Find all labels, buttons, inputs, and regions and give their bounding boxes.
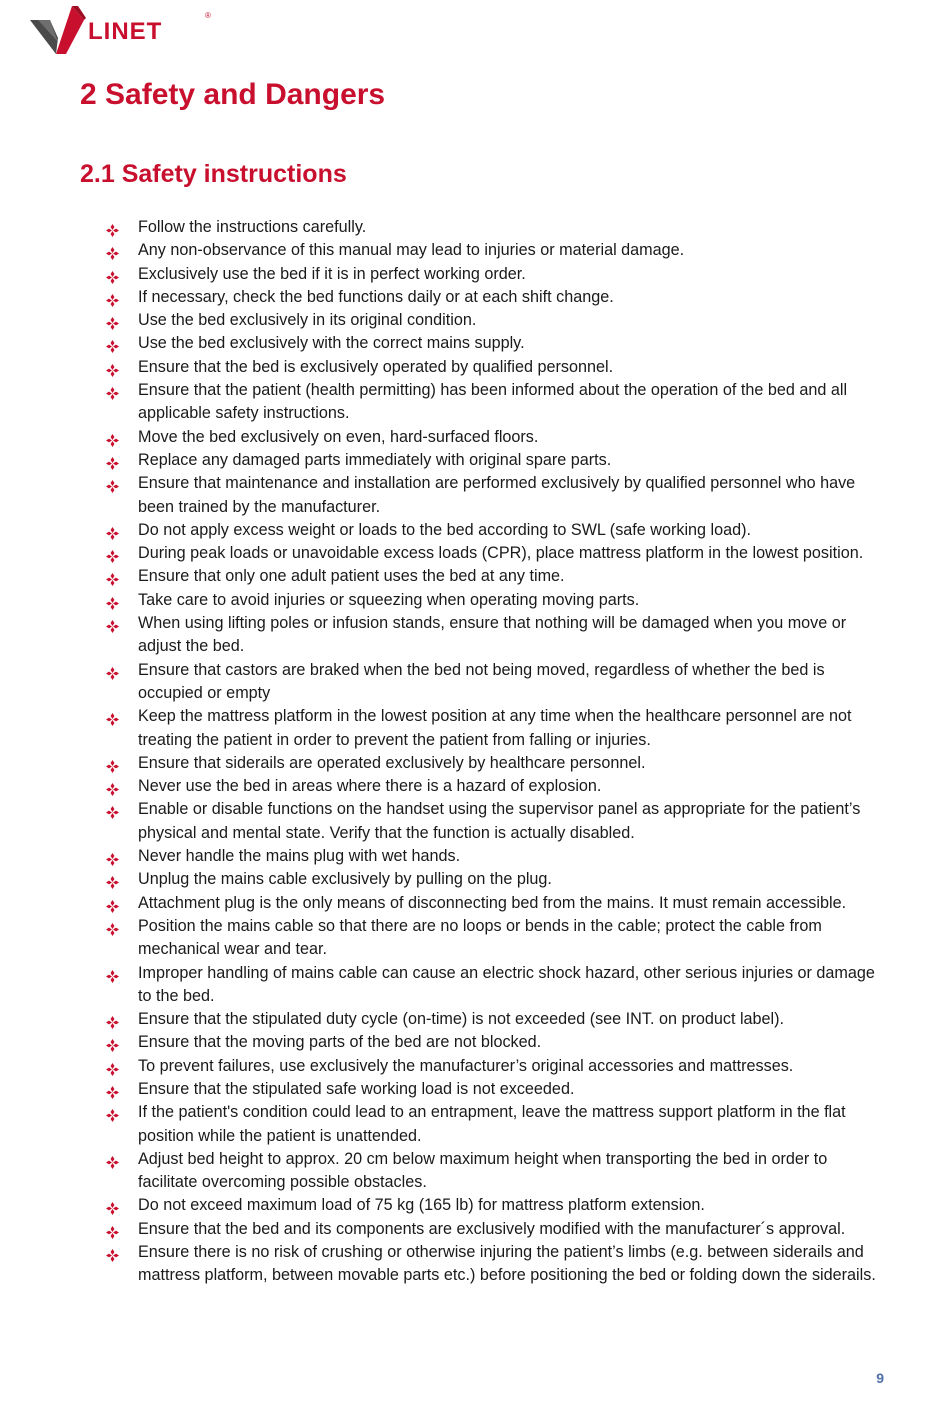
list-item-text: During peak loads or unavoidable excess loads (CPR), place mattress platform in the lowest position. (138, 544, 864, 563)
page-number: 9 (876, 1370, 884, 1386)
linet-logo (30, 4, 220, 56)
four-diamond-bullet-icon (106, 710, 119, 723)
safety-instructions-list (106, 216, 886, 1288)
list-item (106, 775, 886, 798)
list-item-text: Position the mains cable so that there are no loops or bends in the cable; protect the cable from mechanical wear and tear. (138, 916, 822, 959)
four-diamond-bullet-icon (106, 314, 119, 327)
list-item (106, 565, 886, 588)
list-item-text: Use the bed exclusively with the correct mains supply. (138, 334, 525, 353)
list-item (106, 449, 886, 472)
list-item (106, 426, 886, 449)
list-item (106, 1008, 886, 1031)
list-item-text: Ensure that the stipulated safe working load is not exceeded. (138, 1079, 575, 1098)
list-item (106, 1031, 886, 1054)
list-item (106, 892, 886, 915)
four-diamond-bullet-icon (106, 1199, 119, 1212)
list-item-text: Take care to avoid injuries or squeezing when operating moving parts. (138, 590, 640, 609)
list-item-text: Ensure that the bed is exclusively operated by qualified personnel. (138, 357, 614, 376)
list-item-text: Ensure that maintenance and installation are performed exclusively by qualified personnel who have been trained by the manufacturer. (138, 474, 856, 516)
list-item-text: Adjust bed height to approx. 20 cm below maximum height when transporting the bed in order to facilitate overcoming possible obstacles. (138, 1149, 828, 1192)
list-item-text: Enable or disable functions on the handset using the supervisor panel as appropriate for the patient’s physical and mental state. Verify that the function is actually disabled. (138, 800, 861, 842)
list-item (106, 1078, 886, 1101)
logo-text: LINET (88, 18, 163, 45)
list-item (106, 1148, 886, 1195)
four-diamond-bullet-icon (106, 803, 119, 816)
list-item (106, 915, 886, 962)
list-item (106, 659, 886, 706)
four-diamond-bullet-icon (106, 1083, 119, 1096)
list-item-text: Unplug the mains cable exclusively by pulling on the plug. (138, 870, 552, 889)
list-item (106, 1241, 886, 1288)
four-diamond-bullet-icon (106, 1036, 119, 1049)
list-item (106, 263, 886, 286)
four-diamond-bullet-icon (106, 1153, 119, 1166)
list-item-text: Ensure that the bed and its components are exclusively modified with the manufacturer´s approval. (138, 1219, 846, 1238)
list-item-text: Keep the mattress platform in the lowest position at any time when the healthcare personnel are not treating the patient in order to prevent the patient from falling or injuries. (138, 707, 852, 749)
list-item-text: Replace any damaged parts immediately with original spare parts. (138, 450, 612, 469)
list-item-text: If the patient's condition could lead to an entrapment, leave the mattress support platform in the flat position while the patient is unattended. (138, 1103, 846, 1145)
four-diamond-bullet-icon (106, 1223, 119, 1236)
four-diamond-bullet-icon (106, 431, 119, 444)
four-diamond-bullet-icon (106, 967, 119, 980)
list-item (106, 962, 886, 1009)
list-item (106, 1055, 886, 1078)
list-item (106, 309, 886, 332)
list-item-text: Use the bed exclusively in its original condition. (138, 311, 477, 330)
four-diamond-bullet-icon (106, 1013, 119, 1026)
list-item (106, 239, 886, 262)
list-item-text: Never use the bed in areas where there is a hazard of explosion. (138, 777, 602, 796)
list-item (106, 868, 886, 891)
four-diamond-bullet-icon (106, 1246, 119, 1259)
four-diamond-bullet-icon (106, 897, 119, 910)
list-item-text: Ensure that castors are braked when the bed not being moved, regardless of whether the bed is occupied or empty (138, 660, 825, 702)
list-item (106, 705, 886, 752)
list-item-text: Move the bed exclusively on even, hard-surfaced floors. (138, 427, 539, 446)
four-diamond-bullet-icon (106, 920, 119, 933)
list-item (106, 332, 886, 355)
list-item-text: Do not apply excess weight or loads to the bed according to SWL (safe working load). (138, 520, 752, 539)
list-item-text: Follow the instructions carefully. (138, 218, 367, 236)
list-item (106, 356, 886, 379)
list-item-text: When using lifting poles or infusion stands, ensure that nothing will be damaged when you move or adjust the bed. (138, 614, 847, 656)
list-item-text: Ensure that the stipulated duty cycle (on-time) is not exceeded (see INT. on product label). (138, 1010, 785, 1029)
four-diamond-bullet-icon (106, 873, 119, 886)
four-diamond-bullet-icon (106, 524, 119, 537)
four-diamond-bullet-icon (106, 850, 119, 863)
list-item (106, 216, 886, 239)
list-item (106, 1218, 886, 1241)
list-item-text: Improper handling of mains cable can cause an electric shock hazard, other serious injuries or damage to the bed. (138, 963, 875, 1005)
list-item-text: Do not exceed maximum load of 75 kg (165 lb) for mattress platform extension. (138, 1196, 705, 1215)
section-heading: 2 Safety and Dangers (80, 78, 386, 111)
four-diamond-bullet-icon (106, 361, 119, 374)
list-item-text: To prevent failures, use exclusively the manufacturer’s original accessories and mattresses. (138, 1056, 794, 1075)
list-item-text: Exclusively use the bed if it is in perfect working order. (138, 264, 526, 283)
four-diamond-bullet-icon (106, 547, 119, 560)
four-diamond-bullet-icon (106, 664, 119, 677)
four-diamond-bullet-icon (106, 268, 119, 281)
list-item (106, 379, 886, 426)
list-item (106, 798, 886, 845)
list-item (106, 612, 886, 659)
list-item-text: Ensure that only one adult patient uses the bed at any time. (138, 567, 565, 586)
list-item-text: Ensure that the patient (health permitting) has been informed about the operation of the bed and all applicable safety instructions. (138, 381, 848, 423)
subsection-heading: 2.1 Safety instructions (80, 160, 347, 188)
list-item-text: If necessary, check the bed functions daily or at each shift change. (138, 287, 614, 306)
list-item (106, 519, 886, 542)
list-item-text: Attachment plug is the only means of disconnecting bed from the mains. It must remain accessible. (138, 893, 847, 912)
four-diamond-bullet-icon (106, 337, 119, 350)
list-item (106, 845, 886, 868)
four-diamond-bullet-icon (106, 291, 119, 304)
four-diamond-bullet-icon (106, 221, 119, 234)
four-diamond-bullet-icon (106, 384, 119, 397)
four-diamond-bullet-icon (106, 617, 119, 630)
logo-registered-mark: ® (205, 11, 211, 20)
four-diamond-bullet-icon (106, 477, 119, 490)
list-item (106, 1194, 886, 1217)
four-diamond-bullet-icon (106, 454, 119, 467)
list-item (106, 286, 886, 309)
list-item-text: Ensure that the moving parts of the bed are not blocked. (138, 1033, 542, 1052)
list-item (106, 752, 886, 775)
four-diamond-bullet-icon (106, 244, 119, 257)
four-diamond-bullet-icon (106, 570, 119, 583)
four-diamond-bullet-icon (106, 780, 119, 793)
list-item (106, 589, 886, 612)
list-item-text: Ensure that siderails are operated exclusively by healthcare personnel. (138, 753, 646, 772)
four-diamond-bullet-icon (106, 1060, 119, 1073)
four-diamond-bullet-icon (106, 1106, 119, 1119)
list-item (106, 1101, 886, 1148)
list-item-text: Ensure there is no risk of crushing or otherwise injuring the patient’s limbs (e.g. between siderails and mattress platform, between movable parts etc.) before positioning the bed or folding down the siderails. (138, 1243, 876, 1285)
list-item-text: Never handle the mains plug with wet hands. (138, 847, 461, 866)
four-diamond-bullet-icon (106, 757, 119, 770)
list-item (106, 472, 886, 519)
list-item (106, 542, 886, 565)
list-item-text: Any non-observance of this manual may lead to injuries or material damage. (138, 241, 685, 260)
four-diamond-bullet-icon (106, 594, 119, 607)
